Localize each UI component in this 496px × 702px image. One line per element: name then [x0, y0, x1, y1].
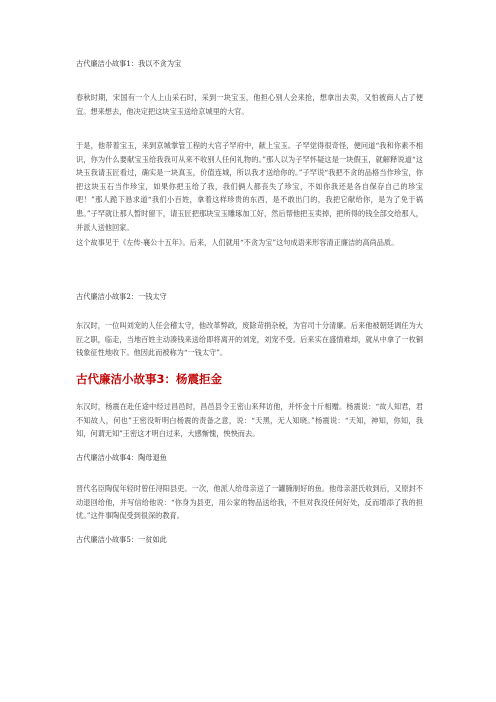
story4-title: 古代廉洁小故事4：陶母退鱼 — [76, 453, 167, 462]
story1-paragraph-2: 于是，他带着宝玉，来到京城掌管工程的大官子罕府中，献上宝玉。子罕觉得很奇怪，便问道“我和你素不相识，你为什么要献宝玉给我我可从来不收别人任何礼物的。”那人以为子罕怀疑这是一块假玉，就解释说道“这块玉我请玉匠看过，确实是一块真玉，价值连城，所以我才送给你的。”子罕说“我把不贪的品格当作珍宝，你把这块玉石当作珍宝，如果你把玉给了我，我们俩人都丧失了珍宝，不如你我还是各自保存自己的珍宝吧！”那人跪下恳求道“我们小百姓，拿着这样珍贵的东西，是不敢出门的，我把它献给你，是为了免于祸患。”子罕就让那人暂时留下，请玉匠把那块宝玉雕琢加工好，然后帮他把玉卖掉，把所得的钱全部交给那人，并派人送他回家。 — [76, 141, 423, 232]
story1-paragraph-3: 这个故事见于《左传·襄公十五年》。后来，人们就用“不贪为宝”这句成语来形容清正廉洁的高尚品质。 — [76, 238, 399, 247]
story3-title: 古代廉洁小故事3：杨震拒金 — [76, 372, 223, 386]
story4-paragraph-1: 晋代名臣陶侃年轻时曾任浔阳县吏。一次，他派人给母亲送了一罐腌制好的鱼。他母亲湛氏收到后，又原封不动退回给他，并写信给他说：“你身为县吏，用公家的物品送给我，不但对我没任何好处，反而增添了我的担忧。”这件事陶侃受到很深的教育。 — [76, 484, 423, 521]
story3-paragraph-1: 东汉时，杨震在赴任途中经过昌邑时，昌邑县令王密山来拜访他，并怀金十斤相赠。杨震说：“故人知君，君不知故人，何也”王密没听明白杨震的责备之意，说：“天黑，无人知晓。”杨震说：“天知，神知，你知，我知，何谓无知”王密这才明白过来，大感惭愧，怏怏而去。 — [76, 402, 423, 439]
story5-title: 古代廉洁小故事5：一贫如此 — [76, 535, 167, 544]
story2-paragraph-1: 东汉时，一位叫刘宠的人任会稽太守，他改革弊政，废除苛捐杂税，为官司十分清廉。后来他被朝廷调任为大匠之职，临走，当地百姓主动凑钱来送给即将离开的刘宠，刘宠不受。后来实在盛情难却，就从中拿了一枚铜钱象征性地收下。他因此而被称为“一钱太守”。 — [76, 321, 423, 358]
story2-title: 古代廉洁小故事2：一钱太守 — [76, 292, 167, 301]
story1-title: 古代廉洁小故事1：我以不贪为宝 — [76, 59, 182, 68]
story1-paragraph-1: 春秋时期，宋国有一个人上山采石时，采到一块宝玉，他担心别人会来抢，想拿出去卖，又怕被商人占了便宜。想来想去，他决定把这块宝玉送给京城里的大官。 — [76, 93, 423, 116]
